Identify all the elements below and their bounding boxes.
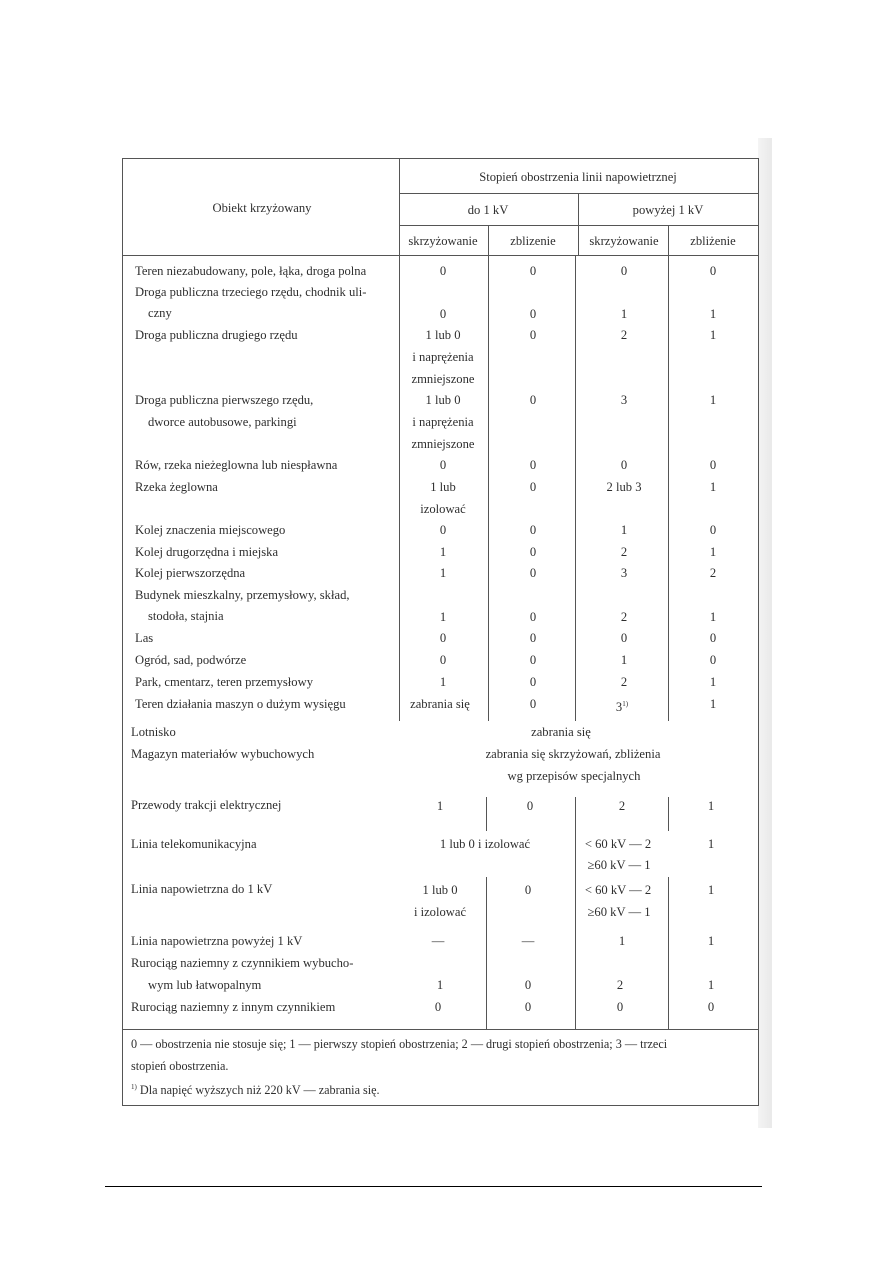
cell: 0 — [529, 523, 537, 537]
column-divider — [668, 255, 669, 721]
row-label: stodoła, stajnia — [148, 609, 224, 623]
cell: 0 — [529, 610, 537, 624]
footnote — [131, 1080, 380, 1098]
cell: 0 — [439, 523, 447, 537]
row-label: Magazyn materiałów wybuchowych — [131, 747, 315, 761]
cell: 1 — [709, 697, 717, 711]
cell: 1 — [707, 934, 715, 948]
cell: 0 — [529, 675, 537, 689]
row-label: Przewody trakcji elektrycznej — [131, 798, 282, 812]
cell: 0 — [709, 631, 717, 645]
cell: 2 — [618, 799, 626, 813]
cell: 1 lub 0 — [425, 393, 461, 407]
column-divider — [399, 255, 400, 721]
column-divider — [668, 797, 669, 831]
footer-rule — [123, 1029, 758, 1030]
header-divider — [399, 159, 400, 255]
cell: 0 — [439, 264, 447, 278]
cell: 0 — [709, 264, 717, 278]
cell: 1 — [439, 610, 447, 624]
column-divider — [575, 831, 576, 883]
cell: 0 — [439, 307, 447, 321]
span-cell: zabrania się skrzyżowań, zbliżenia — [485, 747, 661, 761]
cell: 1 — [439, 566, 447, 580]
row-label: Kolej znaczenia miejscowego — [135, 523, 286, 537]
cell: 1 lub 0 — [425, 328, 461, 342]
cell: 1 — [707, 978, 715, 992]
cell: 0 — [529, 697, 537, 711]
cell: 0 — [707, 1000, 715, 1014]
row-label: Linia napowietrzna do 1 kV — [131, 882, 273, 896]
cell: 2 — [620, 610, 628, 624]
cell: 0 — [529, 307, 537, 321]
cell: 1 — [439, 675, 447, 689]
cell: 0 — [709, 523, 717, 537]
cell: 0 — [529, 653, 537, 667]
cell: 1 — [709, 545, 717, 559]
footnote-text: Dla napięć wyższych niż 220 kV — zabrania się. — [139, 1083, 380, 1098]
cell: — — [521, 934, 535, 948]
span-cell: 1 lub 0 i izolować — [439, 837, 531, 851]
cell: i naprężenia — [412, 350, 474, 364]
row-label: Linia telekomunikacyjna — [131, 837, 257, 851]
cell: i izolować — [413, 905, 467, 919]
row-label: Droga publiczna drugiego rzędu — [135, 328, 298, 342]
cell: 0 — [529, 264, 537, 278]
cell: < 60 kV — 2 — [584, 883, 652, 897]
cell: zabrania się — [410, 697, 470, 711]
cell: 0 — [709, 458, 717, 472]
row-label: Droga publiczna trzeciego rzędu, chodnik uli- — [135, 285, 367, 299]
cell: 0 — [439, 631, 447, 645]
legend-text: stopień obostrzenia. — [131, 1059, 229, 1073]
cell: 2 — [620, 545, 628, 559]
footnote-mark: 1) — [622, 700, 629, 708]
row-label: Las — [135, 631, 154, 645]
cell: 2 lub 3 — [606, 480, 642, 494]
footnote-mark: 1) — [131, 1083, 137, 1091]
cell: 1 lub — [430, 480, 456, 494]
cell: 1 — [707, 837, 715, 851]
header-approach: zblizenie — [510, 234, 556, 248]
cell: < 60 kV — 2 — [584, 837, 652, 851]
cell: — — [431, 934, 445, 948]
cell: izolować — [420, 502, 466, 516]
cell: 1 — [436, 799, 444, 813]
cell: 1 — [620, 523, 628, 537]
row-label: Budynek mieszkalny, przemysłowy, skład, — [135, 588, 350, 602]
header-bottom-rule — [123, 255, 758, 256]
cell — [616, 697, 628, 715]
row-label: Kolej drugorzędna i miejska — [135, 545, 279, 559]
span-cell: wg przepisów specjalnych — [507, 769, 641, 783]
cell: 1 — [620, 653, 628, 667]
row-label: Kolej pierwszorzędna — [135, 566, 246, 580]
header-above-1kv: powyżej 1 kV — [632, 203, 704, 217]
cell: 0 — [439, 653, 447, 667]
cell: 1 — [709, 480, 717, 494]
cell: 0 — [439, 458, 447, 472]
header-degree: Stopień obostrzenia linii napowietrznej — [479, 170, 677, 184]
cell: 0 — [620, 631, 628, 645]
cell: 0 — [524, 978, 532, 992]
row-label: Droga publiczna pierwszego rzędu, — [135, 393, 314, 407]
cell: 0 — [620, 458, 628, 472]
cell: 1 — [707, 883, 715, 897]
column-divider — [575, 255, 576, 721]
header-approach: zbliżenie — [690, 234, 736, 248]
cell: 0 — [529, 631, 537, 645]
cell: 1 — [618, 934, 626, 948]
header-divider — [488, 225, 489, 255]
cell: 2 — [616, 978, 624, 992]
cell: 1 — [707, 799, 715, 813]
cell: 1 — [709, 393, 717, 407]
span-cell: zabrania się — [531, 725, 591, 739]
scan-shadow — [758, 138, 772, 1128]
legend-text: 0 — obostrzenia nie stosuje się; 1 — pierwszy stopień obostrzenia; 2 — drugi stopień obostrzenia; 3 — trzeci — [131, 1037, 668, 1051]
cell: ≥60 kV — 1 — [587, 905, 651, 919]
page-footer-rule — [105, 1186, 762, 1187]
row-label: Rów, rzeka nieżeglowna lub niespławna — [135, 458, 338, 472]
cell: 0 — [529, 545, 537, 559]
cell: 0 — [709, 653, 717, 667]
column-divider — [486, 877, 487, 1029]
cell: 0 — [529, 393, 537, 407]
column-divider — [575, 877, 576, 1029]
cell: zmniejszone — [411, 372, 475, 386]
row-label: Ogród, sad, podwórze — [135, 653, 247, 667]
cell: 2 — [620, 328, 628, 342]
cell: 1 lub 0 — [422, 883, 458, 897]
cell: 1 — [436, 978, 444, 992]
cell: 2 — [620, 675, 628, 689]
row-label: Linia napowietrzna powyżej 1 kV — [131, 934, 303, 948]
cell: 0 — [529, 458, 537, 472]
header-divider — [668, 225, 669, 255]
cell: 1 — [439, 545, 447, 559]
cell: 1 — [709, 328, 717, 342]
cell: ≥60 kV — 1 — [587, 858, 651, 872]
cell: 1 — [709, 675, 717, 689]
header-rule — [399, 225, 758, 226]
cell: 0 — [529, 566, 537, 580]
row-label: Rzeka żeglowna — [135, 480, 218, 494]
cell: 0 — [616, 1000, 624, 1014]
header-upto-1kv: do 1 kV — [467, 203, 509, 217]
cell: 1 — [709, 610, 717, 624]
cell: 0 — [434, 1000, 442, 1014]
cell: i naprężenia — [412, 415, 474, 429]
cell: 1 — [620, 307, 628, 321]
cell-value: 3 — [615, 700, 623, 715]
cell: 3 — [620, 393, 628, 407]
cell: zmniejszone — [411, 437, 475, 451]
cell: 0 — [526, 799, 534, 813]
row-label: Lotnisko — [131, 725, 176, 739]
cell: 0 — [524, 883, 532, 897]
row-label: Teren działania maszyn o dużym wysięgu — [135, 697, 346, 711]
cell: 0 — [524, 1000, 532, 1014]
column-divider — [486, 797, 487, 831]
row-label: wym lub łatwopalnym — [148, 978, 262, 992]
row-label: Park, cmentarz, teren przemysłowy — [135, 675, 313, 689]
row-label: Rurociąg naziemny z czynnikiem wybucho- — [131, 956, 354, 970]
cell: 1 — [709, 307, 717, 321]
header-crossing: skrzyżowanie — [589, 234, 659, 248]
cell: 0 — [620, 264, 628, 278]
header-object: Obiekt krzyżowany — [212, 201, 312, 215]
column-divider — [575, 797, 576, 831]
cell: 2 — [709, 566, 717, 580]
cell: 0 — [529, 480, 537, 494]
row-label: dworce autobusowe, parkingi — [148, 415, 297, 429]
row-label: czny — [148, 306, 172, 320]
column-divider — [668, 877, 669, 1029]
header-crossing: skrzyżowanie — [408, 234, 478, 248]
row-label: Teren niezabudowany, pole, łąka, droga polna — [135, 264, 367, 278]
row-label: Rurociąg naziemny z innym czynnikiem — [131, 1000, 336, 1014]
cell: 0 — [529, 328, 537, 342]
column-divider — [488, 255, 489, 721]
cell: 3 — [620, 566, 628, 580]
header-divider — [578, 193, 579, 255]
